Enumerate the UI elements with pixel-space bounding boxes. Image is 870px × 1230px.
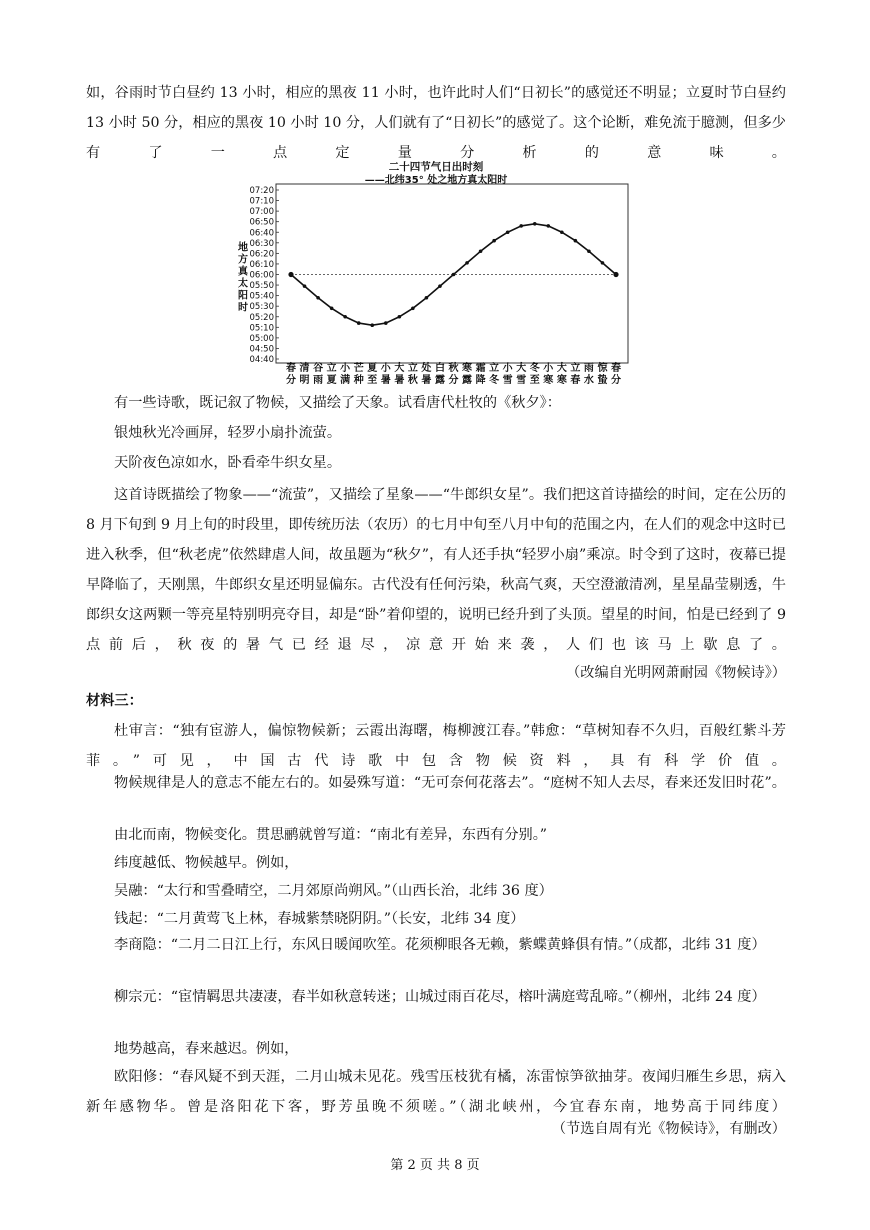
x-tick-label-top: 小 bbox=[543, 363, 554, 374]
data-point bbox=[546, 224, 550, 228]
data-point bbox=[316, 296, 320, 300]
x-tick-label-top: 小 bbox=[380, 363, 391, 374]
x-tick-label-bottom: 暑 bbox=[380, 375, 391, 386]
x-tick-label-top: 大 bbox=[516, 363, 527, 374]
data-point bbox=[370, 323, 374, 327]
data-point bbox=[384, 321, 388, 325]
paragraph-altitude: 地势越高，春来越迟。例如， bbox=[114, 1041, 299, 1057]
x-tick-label-top: 春 bbox=[286, 363, 296, 374]
paragraph-du-shenyan: 杜审言：“独有宦游人，偏惊物候新；云霞出海曙，梅柳渡江春。”韩愈：“草树知春不久归，百般红紫斗芳菲。”可见，中国古代诗歌中包含物候资料，具有科学价值。 bbox=[86, 723, 786, 769]
x-tick-label-bottom: 雪 bbox=[516, 375, 527, 386]
x-tick-label-top: 大 bbox=[394, 363, 405, 374]
chart-title: 二十四节气日出时刻 bbox=[388, 161, 484, 173]
y-tick-label: 07:00 bbox=[249, 207, 274, 218]
y-tick-label: 05:30 bbox=[249, 302, 274, 313]
x-tick-label-top: 谷 bbox=[313, 363, 324, 374]
y-tick-label: 07:10 bbox=[249, 196, 274, 207]
data-point bbox=[587, 249, 591, 253]
y-tick-label: 06:10 bbox=[249, 259, 274, 270]
y-tick-label: 04:50 bbox=[249, 344, 274, 355]
source-note-2: （节选自周有光《物候诗》，有删改） bbox=[551, 1121, 786, 1137]
x-tick-label-bottom: 分 bbox=[448, 375, 459, 386]
data-point bbox=[613, 272, 618, 277]
x-tick-label-bottom: 露 bbox=[462, 375, 473, 386]
data-point bbox=[411, 307, 415, 311]
x-tick-label-bottom: 寒 bbox=[556, 375, 567, 386]
x-tick-label-bottom: 明 bbox=[299, 375, 310, 386]
x-tick-label-top: 小 bbox=[340, 363, 351, 374]
x-tick-label-top: 霜 bbox=[475, 363, 486, 374]
paragraph-li-shangyin: 李商隐：“二月二日江上行，东风日暖闻吹笙。花须柳眼各无赖，紫蝶黄蜂俱有情。”（成都，北纬 31 度） bbox=[114, 937, 766, 953]
data-point bbox=[357, 321, 361, 325]
y-tick-label: 06:30 bbox=[249, 238, 274, 249]
x-tick-label-top: 立 bbox=[570, 363, 581, 374]
page-footer: 第 2 页 共 8 页 bbox=[390, 1158, 480, 1173]
x-tick-label-bottom: 分 bbox=[286, 375, 296, 386]
y-axis-label-char: 方 bbox=[238, 254, 248, 266]
y-tick-label: 05:10 bbox=[249, 323, 274, 334]
x-tick-label-bottom: 露 bbox=[434, 375, 445, 386]
data-point bbox=[343, 315, 347, 319]
paragraph-ouyang-xiu: 欧阳修：“春风疑不到天涯，二月山城未见花。残雪压枝犹有橘，冻雷惊笋欲抽芽。夜闻归雁生乡思，病入新年感物华。曾是洛阳花下客，野芳虽晚不须嗟。”（湖北峡州，今宜春东南，地势高于同纬度） bbox=[86, 1069, 786, 1115]
x-tick-label-top: 春 bbox=[611, 363, 621, 374]
x-tick-label-bottom: 分 bbox=[611, 375, 621, 386]
data-point bbox=[288, 272, 293, 277]
paragraph-latitude: 纬度越低、物候越早。例如， bbox=[114, 855, 299, 871]
y-axis-label-char: 地 bbox=[238, 242, 248, 254]
chart-frame bbox=[276, 184, 628, 363]
x-tick-label-top: 秋 bbox=[448, 363, 459, 374]
y-tick-label: 06:00 bbox=[249, 270, 274, 281]
data-point bbox=[492, 239, 496, 243]
y-axis-label-char: 真 bbox=[238, 266, 248, 278]
y-axis-label-char: 阳 bbox=[238, 290, 248, 302]
x-tick-label-top: 夏 bbox=[367, 363, 378, 374]
x-tick-label-top: 小 bbox=[502, 363, 513, 374]
poem-line-1: 银烛秋光冷画屏，轻罗小扇扑流萤。 bbox=[114, 425, 342, 441]
data-point bbox=[438, 284, 442, 288]
x-tick-label-bottom: 蛰 bbox=[597, 375, 608, 386]
x-tick-label-top: 立 bbox=[489, 363, 500, 374]
y-axis-label-char: 时 bbox=[238, 302, 248, 314]
x-tick-label-bottom: 雪 bbox=[502, 375, 513, 386]
y-tick-label: 05:20 bbox=[249, 312, 274, 323]
y-tick-label: 04:40 bbox=[249, 355, 274, 365]
x-tick-label-bottom: 春 bbox=[570, 375, 581, 386]
x-tick-label-top: 寒 bbox=[462, 363, 473, 374]
paragraph-wu-rong: 吴融：“太行和雪叠晴空，二月郊原尚朔风。”（山西长治，北纬 36 度） bbox=[114, 883, 553, 899]
x-tick-label-top: 芒 bbox=[353, 363, 364, 374]
x-tick-label-top: 白 bbox=[434, 363, 445, 374]
y-axis-label-char: 太 bbox=[238, 278, 248, 290]
data-point bbox=[574, 239, 578, 243]
paragraph-yan-shu: 物候规律是人的意志不能左右的。如晏殊写道：“无可奈何花落去”。“庭树不知人去尽，春来还发旧时花”。 bbox=[114, 775, 786, 791]
x-tick-label-top: 冬 bbox=[529, 363, 540, 374]
x-tick-label-bottom: 满 bbox=[340, 375, 351, 386]
x-tick-label-bottom: 寒 bbox=[543, 375, 554, 386]
y-tick-label: 06:40 bbox=[249, 228, 274, 239]
x-tick-label-bottom: 暑 bbox=[421, 375, 432, 386]
y-tick-label: 05:00 bbox=[249, 333, 274, 344]
data-point bbox=[425, 296, 429, 300]
sunrise-chart bbox=[236, 158, 632, 386]
x-tick-label-top: 雨 bbox=[583, 363, 594, 374]
x-tick-label-top: 立 bbox=[326, 363, 337, 374]
data-point bbox=[560, 230, 564, 234]
x-tick-label-top: 清 bbox=[299, 363, 310, 374]
x-tick-label-bottom: 冬 bbox=[489, 375, 500, 386]
y-tick-label: 07:20 bbox=[249, 186, 274, 196]
x-tick-label-top: 立 bbox=[407, 363, 418, 374]
paragraph-poem-intro: 有一些诗歌，既记叙了物候，又描绘了天象。试看唐代杜牧的《秋夕》： bbox=[114, 395, 561, 411]
paragraph-north-south: 由北而南，物候变化。贯思鹂就曾写道：“南北有差异，东西有分别。” bbox=[114, 827, 548, 843]
x-tick-label-bottom: 至 bbox=[367, 375, 378, 386]
data-point bbox=[533, 222, 537, 226]
material-three-heading: 材料三： bbox=[86, 693, 143, 709]
y-tick-label: 05:50 bbox=[249, 281, 274, 292]
x-tick-label-top: 处 bbox=[421, 363, 432, 374]
y-tick-label: 06:50 bbox=[249, 217, 274, 228]
data-point bbox=[465, 261, 469, 265]
x-tick-label-top: 大 bbox=[556, 363, 567, 374]
x-tick-label-top: 惊 bbox=[597, 363, 608, 374]
data-point bbox=[519, 224, 523, 228]
x-tick-label-bottom: 种 bbox=[353, 375, 364, 386]
data-point bbox=[452, 273, 456, 277]
poem-line-2: 天阶夜色凉如水，卧看牵牛织女星。 bbox=[114, 455, 342, 471]
data-point bbox=[330, 307, 334, 311]
x-tick-label-bottom: 暑 bbox=[394, 375, 405, 386]
paragraph-intro: 如，谷雨时节白昼约 13 小时，相应的黑夜 11 小时，也许此时人们“日初长”的感觉还不明显；立夏时节白昼约 13 小时 50 分，相应的黑夜 10 小时 10 分，人们就有了“日初长”的感觉了。这个论断，难免流于臆测，但多少有了一点定量分析的意味。 bbox=[86, 85, 786, 161]
data-point bbox=[303, 284, 307, 288]
x-tick-label-bottom: 秋 bbox=[407, 375, 418, 386]
data-point bbox=[506, 230, 510, 234]
x-tick-label-bottom: 至 bbox=[529, 375, 540, 386]
source-note-1: （改编自光明网萧耐园《物候诗》） bbox=[566, 665, 786, 681]
x-tick-label-bottom: 夏 bbox=[326, 375, 337, 386]
data-point bbox=[601, 261, 605, 265]
data-point bbox=[479, 249, 483, 253]
y-tick-label: 06:20 bbox=[249, 249, 274, 260]
x-tick-label-bottom: 降 bbox=[475, 375, 486, 386]
sunrise-chart-svg bbox=[236, 158, 632, 386]
y-tick-label: 05:40 bbox=[249, 291, 274, 302]
paragraph-qian-qi: 钱起：“二月黄莺飞上林，春城紫禁晓阴阴。”（长安，北纬 34 度） bbox=[114, 911, 525, 927]
x-tick-label-bottom: 水 bbox=[583, 375, 594, 386]
chart-subtitle: ——北纬35° 处之地方真太阳时 bbox=[364, 175, 508, 186]
data-point bbox=[398, 315, 402, 319]
x-tick-label-bottom: 雨 bbox=[313, 375, 324, 386]
paragraph-liu-zongyuan: 柳宗元：“宦情羁思共凄凄，春半如秋意转迷；山城过雨百花尽，榕叶满庭莺乱啼。”（柳州，北纬 24 度） bbox=[114, 989, 766, 1005]
paragraph-poem-analysis: 这首诗既描绘了物象——“流萤”，又描绘了星象——“牛郎织女星”。我们把这首诗描绘的时间，定在公历的 8 月下旬到 9 月上旬的时段里，即传统历法（农历）的七月中旬至八月中旬的范围之内，在人们的观念中这时已进入秋季，但“秋老虎”依然肆虐人间，故虽题为“秋夕”，有人还手执“轻罗小扇”乘凉。时令到了这时，夜幕已提早降临了，天刚黑，牛郎织女星还明显偏东。古代没有任何污染，秋高气爽，天空澄澈清冽，星星晶莹剔透，牛郎织女这两颗一等亮星特别明亮夺目，却是“卧”着仰望的，说明已经升到了头顶。望星的时间，怕是已经到了 9 点前后，秋夜的暑气已经退尽，凉意开始来袭，人们也该马上歇息了。 bbox=[86, 487, 786, 653]
